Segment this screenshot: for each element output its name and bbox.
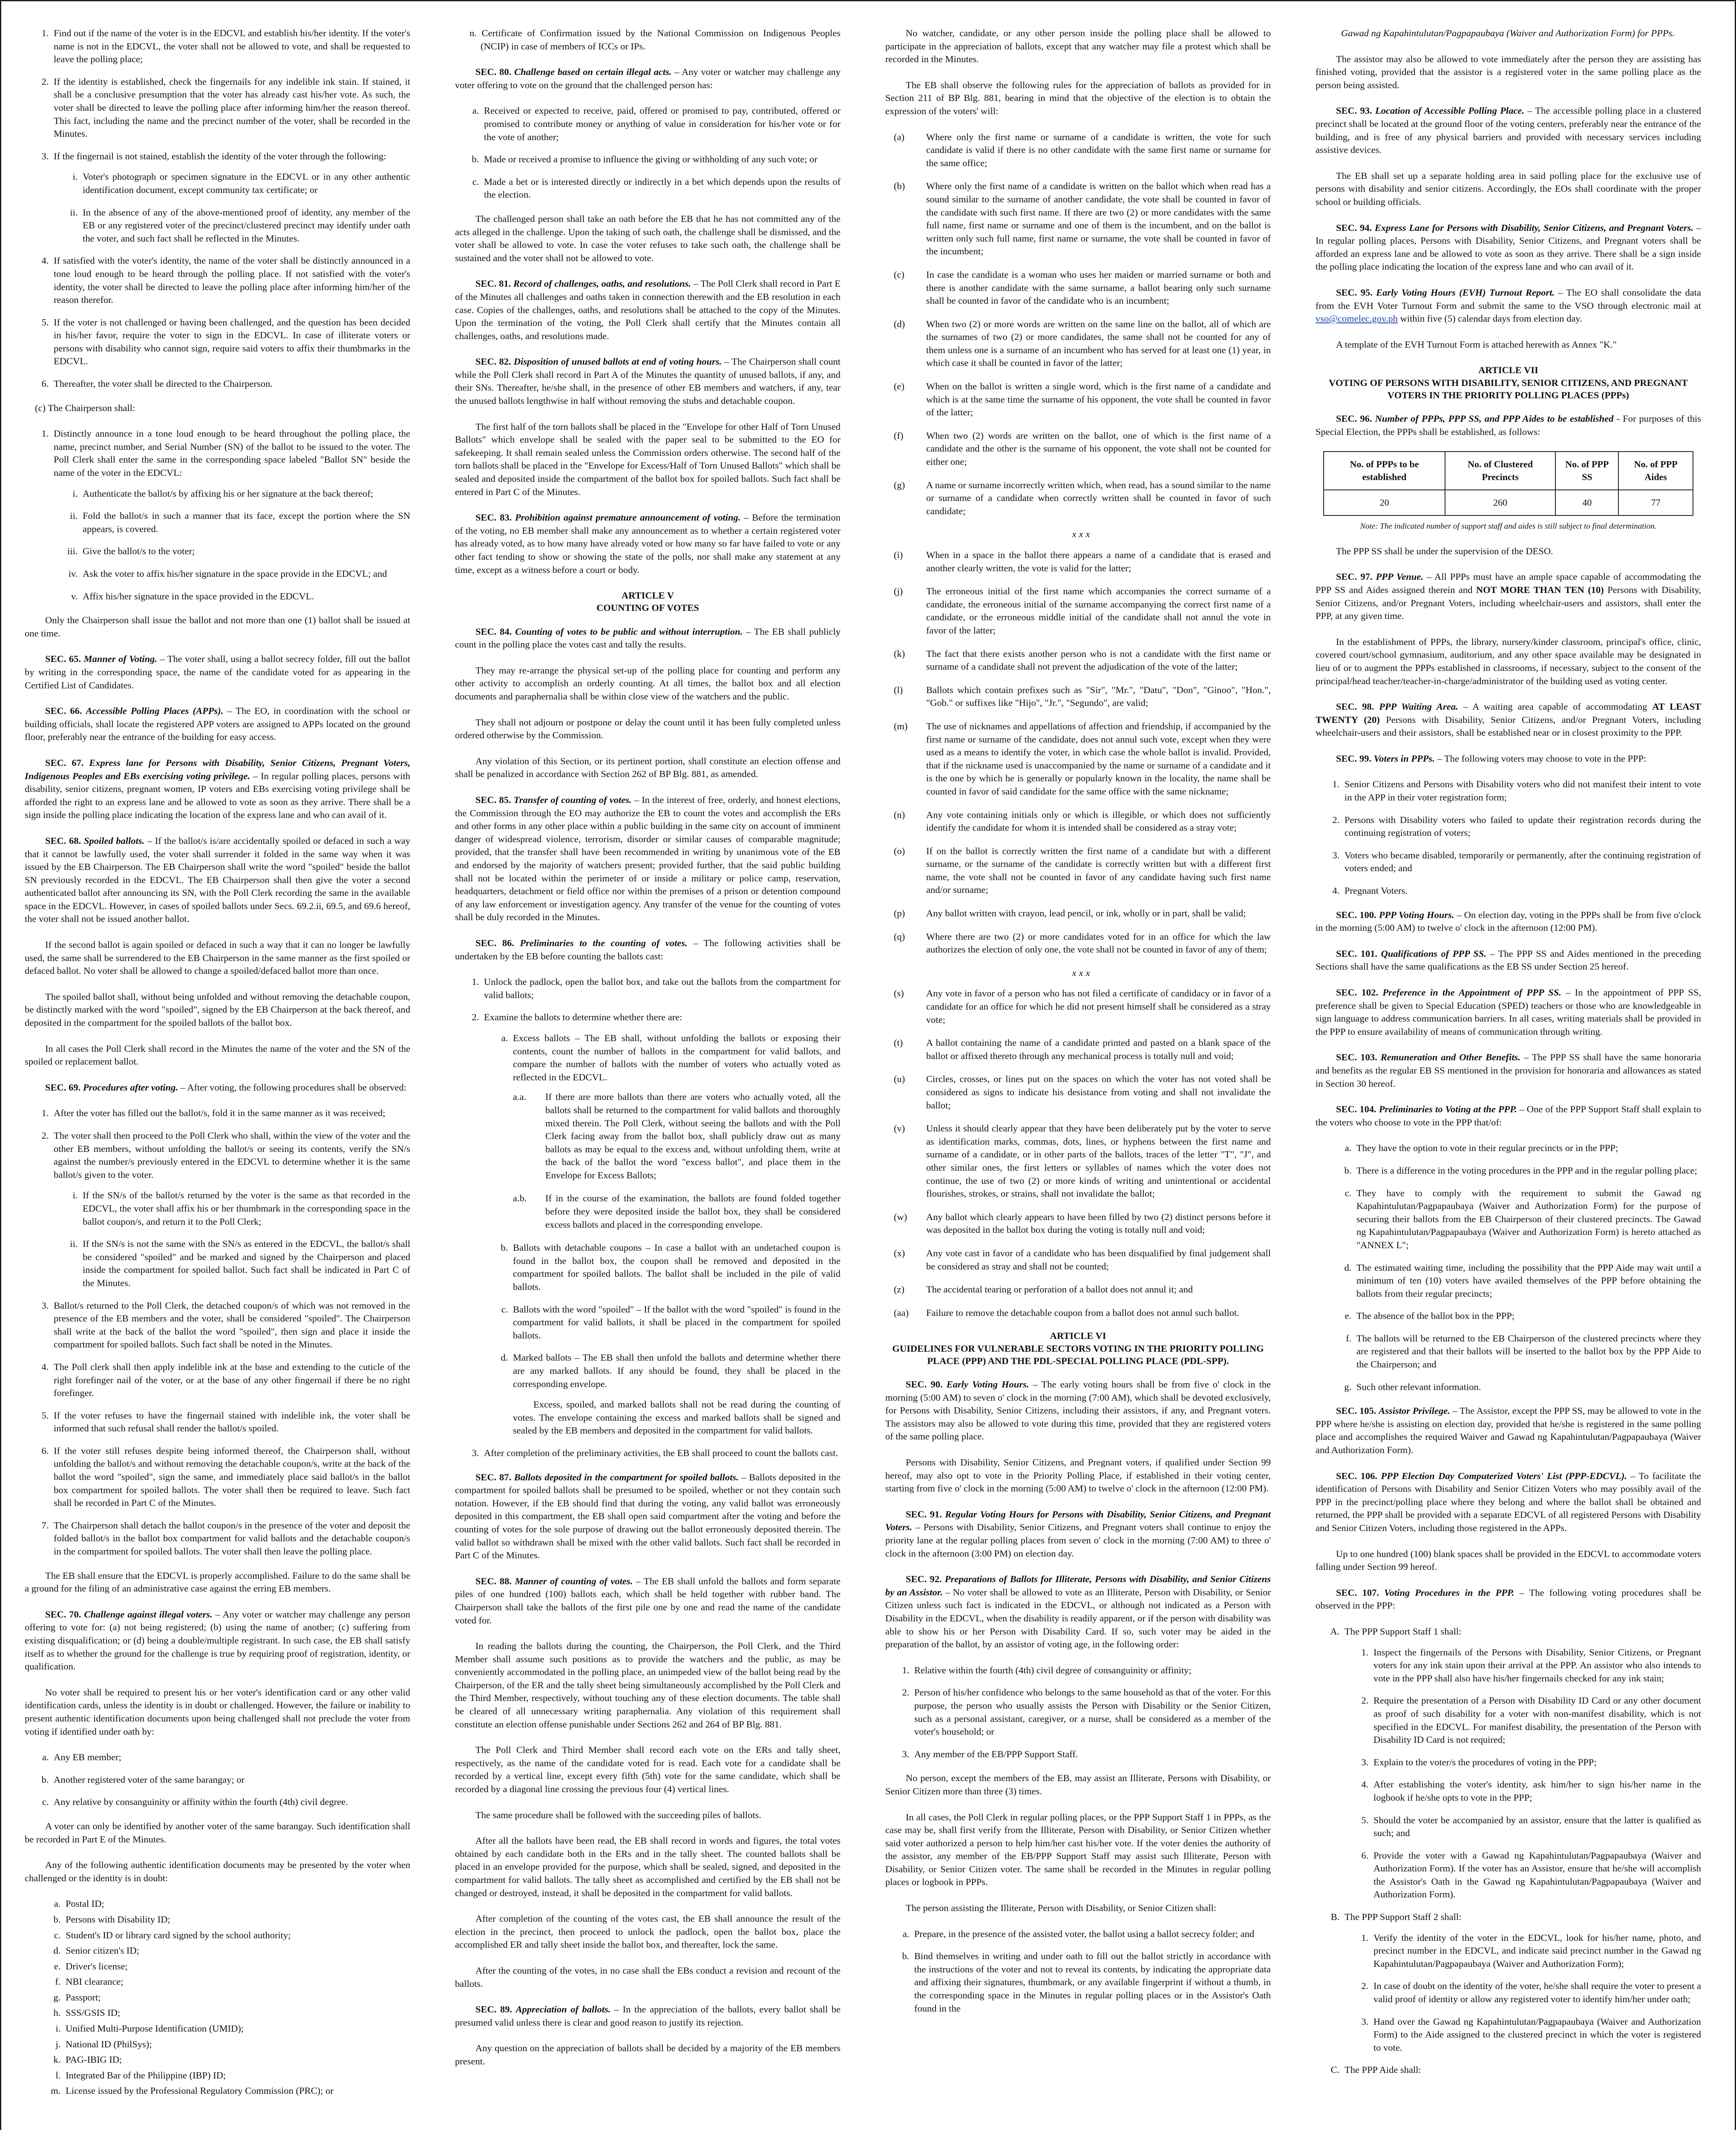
paragraph: The spoiled ballot shall, without being unfolded and without removing the detachable coupon, be distinctly marked with the word "spoiled", signed by the EB Chairperson at the back thereof, and deposited in the compartment for the spoiled ballots of the ballot box. (25, 991, 410, 1028)
list-item: d. The estimated waiting time, including the possibility that the PPP Aide may wait until a minimum of ten (10) voters have availed themselves of the PPP before obtaining the ballots from their regular precincts; (1354, 1261, 1701, 1301)
list-item: 5. If the voter is not challenged or having been challenged, and the question has been decided in his/her favor, require the voter to sign in the EDCVL. In case of illiterate voters or persons with disability who cannot sign, require said voters to affix their thumbmarks in the EDCVL. (51, 316, 410, 368)
staff-2-duties (1344, 1931, 1701, 2055)
paragraph: In reading the ballots during the counting, the Chairperson, the Poll Clerk, and the Third Member shall assume such positions as to provide the watchers and the public, as may be conveniently accommodated in the polling place, an unimpeded view of the ballot being read by the Chairperson, of the ER and the tally sheet being simultaneously accomplished by the Poll Clerk and the Third Member, respectively, without touching any of these election documents. The table shall be cleared of all unnecessary writing paraphernalia. Any violation of this requirement shall constitute an election offense punishable under Sections 262 and 264 of BP Blg. 881. (455, 1641, 841, 1730)
section-105: SEC. 105. Assistor Privilege. – The Assistor, except the PPP SS, may be allowed to vote in the PPP where he/she is assisting on election day, provided that he/she is registered in the same polling place and accomplishes the required Waiver and Gawad ng Kapahintulutan/Pagpapaubaya (Waiver and Authorization Form). (1316, 1405, 1701, 1456)
rule-label: (f) (894, 430, 904, 441)
paragraph: The person assisting the Illiterate, Person with Disability, or Senior Citizen shall: (906, 1903, 1217, 1914)
paragraph: The challenged person shall take an oath before the EB that he has not committed any of the acts alleged in the challenge. Upon the taking of such oath, the challenge shall be dismissed, and the voter shall be allowed to vote. In case the voter refuses to take such oath, the challenge shall be sustained and the voter shall not be allowed to vote. (455, 213, 841, 263)
rule-label: (b) (894, 181, 905, 192)
list-item: c. Ballots with the word "spoiled" – If the ballot with the word "spoiled" is found in the compartment for valid ballots, it shall be placed in the compartment for spoiled ballots. (510, 1303, 841, 1342)
section-86: SEC. 86. Preliminaries to the counting of votes. – The following activities shall be undertaken by the EB before counting the ballots cast: (455, 937, 841, 961)
ballot-issue-substeps (54, 487, 410, 603)
rule-label: (n) (894, 809, 905, 820)
list-item: 2. Person of his/her confidence who belongs to the same household as that of the voter. For this purpose, the person who usually assists the Person with Disability or the Senior Citizen, such as a personal assistant, caregiver, or a nurse, shall be considered as a member of the voter's household; or (912, 1686, 1271, 1738)
rule-item (894, 684, 1271, 710)
rule-item (894, 318, 1271, 370)
ballot-exam-list (484, 1032, 841, 1437)
valid-id-list (25, 1897, 410, 2098)
illegal-acts-list (455, 104, 841, 201)
paragraph: Only the Chairperson shall issue the ballot and not more than one (1) ballot shall be issued at one time. (25, 615, 410, 639)
paragraph: No voter shall be required to present his or her voter's identification card or any other valid identification cards, unless the identity is in doubt or challenged. However, the failure or inability to present authentic identification documents upon being challenged shall not preclude the voter from voting if identified under oath by: (25, 1687, 410, 1737)
paragraph: Any violation of this Section, or its pertinent portion, shall constitute an election offense and shall be penalized in accordance with Section 262 of BP Blg. 881, as amended. (455, 755, 841, 780)
id-list-item: k. PAG-IBIG ID; (63, 2053, 410, 2067)
rule-text: The use of nicknames and appellations of affection and friendship, if accompanied by the first name or surname of the candidate, does not annul such vote, except when they were used as a means to identify the voter, in which case the whole ballot is invalid. Provided, that if the nickname used is unaccompanied by the name or surname of a candidate and it is the one by which he is generally or popularly known in the locality, the name shall be counted in favor of said candidate for the same office with the same nickname; (926, 720, 1271, 797)
section-66: SEC. 66. Accessible Polling Places (APPs). – The EO, in coordination with the school or building officials, shall locate the registered APP voters are assigned to APPs located on the ground floor, preferably near the entrance of the building for easy access. (25, 705, 410, 743)
rule-label: (aa) (894, 1307, 909, 1318)
rule-label: (w) (894, 1211, 907, 1222)
paragraph: No watcher, candidate, or any other person inside the polling place shall be allowed to participate in the appreciation of ballots, except that any watcher may file a protest which shall be recorded in the Minutes. (885, 28, 1271, 65)
rule-item (894, 180, 1271, 258)
list-item: 1. Inspect the fingernails of the Persons with Disability, Senior Citizens, or Pregnant voters for any ink stain upon their arrival at the PPP. An assistor who also intends to vote in the PPP shall also have his/her fingernails checked for any ink stain; (1371, 1646, 1701, 1685)
rule-item (894, 907, 1271, 920)
section-91: SEC. 91. Regular Voting Hours for Persons with Disability, Senior Citizens, and Pregnant Voters. – Persons with Disability, Senior Citizens, and Pregnant voters shall continue to enjoy the priority lane at the regular polling places from seven o' clock in the morning (7:00 AM) to three o' clock in the afternoon (3:00 PM) on election day. (885, 1508, 1271, 1559)
paragraph: No person, except the members of the EB, may assist an Illiterate, Persons with Disability, or Senior Citizen more than three (3) times. (885, 1773, 1271, 1796)
column-1 (25, 27, 410, 2130)
list-item: 1. Relative within the fourth (4th) civil degree of consanguinity or affinity; (912, 1664, 1271, 1677)
rule-label: (c) (894, 269, 904, 280)
list-item: b. Made or received a promise to influence the giving or withholding of any such vote; or (481, 153, 841, 166)
paragraph: Any of the following authentic identification documents may be presented by the voter when challenged or the identity is in doubt: (25, 1859, 410, 1883)
list-item: c. Made a bet or is interested directly or indirectly in a bet which depends upon the results of the election. (481, 176, 841, 201)
list-item: b. Bind themselves in writing and under oath to fill out the ballot strictly in accordance with the instructions of the voter and not to reveal its contents, by indicating the appropriate data and affixing their signatures, thumbmark, or any available fingerprint if without a thumb, in the corresponding space in the Minutes in regular polling places or in the Assistor's Oath found in the (912, 1950, 1271, 2015)
ppp-explanation-list (1316, 1142, 1701, 1393)
paragraph: After completion of the counting of the votes cast, the EB shall announce the result of the election in the precinct, then proceed to unlock the padlock, open the ballot box, place the accomplished ER and tally sheet inside the ballot box, and thereafter, lock the same. (455, 1913, 841, 1950)
rule-item (894, 1283, 1271, 1296)
rule-item (894, 380, 1271, 419)
rule-item (894, 429, 1271, 469)
section-82: SEC. 82. Disposition of unused ballots at end of voting hours. – The Chairperson shall count while the Poll Clerk shall record in Part A of the Minutes the quantity of unused ballots, if any, and their SNs. Thereafter, he/she shall, in the presence of other EB members and watchers, if any, tear the unused ballots lengthwise in half without removing the stubs and detachable coupon. (455, 356, 841, 406)
rule-item (894, 549, 1271, 575)
list-item: e. The absence of the ballot box in the PPP; (1354, 1310, 1701, 1323)
table-cell: 77 (1618, 490, 1693, 515)
chairperson-steps (25, 427, 410, 603)
list-item: d. Marked ballots – The EB shall then unfold the ballots and determine whether there are any marked ballots. If any should be found, they shall be placed in the corresponding envelope. Excess, spoiled, and marked ballots shall not be read during the counting of votes. The envelope containing the excess and marked ballots shall be signed and sealed by the EB members and deposited in the compartment for valid ballots. (510, 1351, 841, 1437)
id-list-item: c. Student's ID or library card signed by the school authority; (63, 1929, 410, 1942)
rule-item (894, 131, 1271, 170)
rule-text: Any ballot written with crayon, lead pencil, or ink, wholly or in part, shall be valid; (926, 908, 1246, 919)
list-item: 4. If satisfied with the voter's identity, the name of the voter shall be distinctly announced in a tone loud enough to be heard through the polling place. If not satisfied with the voter's identity, the voter shall be directed to leave the polling place after informing him/her of the reason therefor. (51, 254, 410, 306)
rule-text: Where there are two (2) or more candidates voted for in an office for which the law authorizes the election of only one, the vote shall not be counted in favor of any of them; (926, 931, 1271, 955)
list-item: i. If the SN/s of the ballot/s returned by the voter is the same as that recorded in the EDCVL, the voter shall affix his or her thumbmark in the corresponding space in the ballot coupon/s, and return it to the Poll Clerk; (80, 1189, 410, 1228)
list-item: 5. If the voter refuses to have the fingernail stained with indelible ink, the voter shall be informed that such refusal shall render the ballot/s spoiled. (51, 1409, 410, 1435)
list-item: c. Any relative by consanguinity or affinity within the fourth (4th) civil degree. (51, 1796, 410, 1809)
list-item: b. Another registered voter of the same barangay; or (51, 1773, 410, 1787)
rule-item (894, 720, 1271, 798)
paragraph: The PPP SS shall be under the supervision of the DESO. (1336, 545, 1553, 556)
rule-text: In case the candidate is a woman who uses her maiden or married surname or both and there is another candidate with the same surname, a ballot bearing only such surname shall be counted in favor of the candidate who is an incumbent; (926, 269, 1271, 306)
section-70: SEC. 70. Challenge against illegal voters. – Any voter or watcher may challenge any person offering to vote for: (a) not being registered; (b) using the name of another; (c) suffering from existing disqualification; or (d) being a double/multiple registrant. In such case, the EB shall satisfy itself as to whether the ground for the challenge is true by requiring proof of registration, identity, or qualification. (25, 1609, 410, 1672)
paragraph: If the second ballot is again spoiled or defaced in such a way that it can no longer be lawfully used, the same shall be surrendered to the EB Chairperson in the same manner as the first spoiled or defaced ballot. No voter shall be allowed to change a spoiled/defaced ballot more than once. (25, 939, 410, 976)
paragraph: In all cases, the Poll Clerk in regular polling places, or the PPP Support Staff 1 in PPPs, as the case may be, shall first verify from the Illiterate, Person with Disability, or Senior Citizen whether said voter authorized a person to help him/her cast his/her vote. If the voter denies the authority of the assistor, any member of the EB/PPP Support Staff may assist such Illiterate, Person with Disability, or Senior Citizen voter. The same shall be recorded in the Minutes in regular polling places or logbook in PPPs. (885, 1811, 1271, 1888)
paragraph: A template of the EVH Turnout Form is attached herewith as Annex "K." (1336, 339, 1617, 350)
list-item: f. The ballots will be returned to the EB Chairperson of the clustered precincts where they are registered and that their ballots will be inserted to the ballot box by the PPP Aide to the Chairperson; and (1354, 1332, 1701, 1371)
sub-item: a.b. If in the course of the examination, the ballots are found folded together before they were deposited inside the ballot box, they shall be considered excess ballots and placed in the corresponding envelope. (513, 1193, 841, 1230)
section-103: SEC. 103. Remuneration and Other Benefits. – The PPP SS shall have the same honoraria and benefits as the regular EB SS mentioned in the provision for honoraria and allowances as stated in Section 30 hereof. (1316, 1052, 1701, 1089)
list-item: 3. After completion of the preliminary activities, the EB shall proceed to count the ballots cast. (481, 1447, 841, 1460)
rule-label: (t) (894, 1037, 903, 1048)
staff-1-duties (1344, 1646, 1701, 1902)
section-99: SEC. 99. Voters in PPPs. – The following voters may choose to vote in the PPP: (1336, 753, 1647, 764)
rule-text: The fact that there exists another person who is not a candidate with the first name or surname of a candidate shall not prevent the adjudication of the vote of the latter; (926, 648, 1271, 672)
list-item: 2. The voter shall then proceed to the Poll Clerk who shall, within the view of the voter and the other EB members, without unfolding the ballot/s or seeing its contents, verify the SN/s against the number/s previously entered in the EDCVL to determine whether it is the same ballot/s given to the voter. i. If the SN/s of the ballot/s returned by the voter is the same as that recorded in the EDCVL, the voter shall affix his or her thumbmark in the corresponding space in the ballot coupon/s, and return it to the Poll Clerk; ii. If the SN/s is not the same with the SN/s as entered in the EDCVL, the ballot/s shall be considered "spoiled" and be marked and signed by the Chairperson and placed inside the compartment for spoiled ballot. Such fact shall be indicated in Part C of the Minutes. (51, 1129, 410, 1290)
list-item: 7. The Chairperson shall detach the ballot coupon/s in the presence of the voter and deposit the folded ballot/s in the ballot box compartment for valid ballots and the detachable coupon/s in the compartment for spoiled ballots. The voter shall then leave the polling place. (51, 1519, 410, 1558)
rule-item (894, 1073, 1271, 1112)
rule-text: Any ballot which clearly appears to have been filled by two (2) distinct persons before it was deposited in the ballot box during the voting is totally null and void; (926, 1211, 1271, 1235)
rule-text: The accidental tearing or perforation of a ballot does not annul it; and (926, 1284, 1193, 1295)
list-item: A. The PPP Support Staff 1 shall: 1. Inspect the fingernails of the Persons with Disability, Senior Citizens, or Pregnant voters for any ink stain upon their arrival at the PPP. An assistor who also intends to vote in the PPP shall also have his/her fingernails checked for any ink stain; 2. Require the presentation of a Person with Disability ID Card or any other document as proof of such disability for a voter with non-manifest disability, which is not specified in the EDCVL. For manifest disability, the presentation of the Person with Disability ID Card is not required; 3. Explain to the voter/s the procedures of voting in the PPP; 4. After establishing the voter's identity, ask him/her to sign his/her name in the logbook if he/she opts to vote in the PPP; 5. Should the voter be accompanied by an assistor, ensure that the latter is qualified as such; and 6. Provide the voter with a Gawad ng Kapahintulutan/Pagpapaubaya (Waiver and Authorization Form). If the voter has an Assistor, ensure that he/she will accomplish the Assistor's Oath in the Gawad ng Kapahintulutan/Pagpapaubaya (Waiver and Authorization Form). (1342, 1625, 1701, 1901)
rule-item (894, 1211, 1271, 1237)
section-92: SEC. 92. Preparations of Ballots for Illiterate, Persons with Disability, and Senior Citizens by an Assistor. – No voter shall be allowed to vote as an Illiterate, Person with Disability, or Senior Citizen unless such fact is indicated in the EDCVL, or although not indicated as a Person with Disability in the EDCVL, when the disability is readily apparent, or if the person with disability was able to show his or her Person with Disability Card. If so, such voter may be aided in the preparation of the ballot, by an assistor of voting age, in the following order: (885, 1574, 1271, 1650)
table-cell: 40 (1555, 490, 1618, 515)
rule-text: When in a space in the ballot there appears a name of a candidate that is erased and another clearly written, the vote is valid for the latter; (926, 550, 1271, 573)
rule-item (894, 1036, 1271, 1062)
list-item: iii. Give the ballot/s to the voter; (80, 545, 410, 558)
appreciation-rules-list (885, 131, 1271, 1320)
id-list-item: j. National ID (PhilSys); (63, 2038, 410, 2051)
list-item: 2. Persons with Disability voters who failed to update their registration records during the continuing registration of voters; (1342, 814, 1701, 840)
rule-label: (i) (894, 550, 903, 560)
list-item: v. Affix his/her signature in the space provided in the EDCVL. (80, 590, 410, 603)
id-list-item: e. Driver's license; (63, 1960, 410, 1973)
paragraph: The EB shall set up a separate holding area in said polling place for the exclusive use of persons with disability and senior citizens. Accordingly, the EOs shall coordinate with the proper school or building officials. (1316, 170, 1701, 207)
list-item: 1. Distinctly announce in a tone loud enough to be heard throughout the polling place, the name, precinct number, and Serial Number (SN) of the ballot to be issued to the voter. The Poll Clerk shall enter the same in the corresponding space labeled "Ballot SN" beside the name of the voter in the EDCVL: i. Authenticate the ballot/s by affixing his or her signature at the back thereof; ii. Fold the ballot/s in such a manner that its face, except the portion where the SN appears, is covered. iii. Give the ballot/s to the voter; iv. Ask the voter to affix his/her signature in the space provide in the EDCVL; and v. Affix his/her signature in the space provided in the EDCVL. (51, 427, 410, 603)
vso-email-link[interactable]: vso@comelec.gov.ph (1316, 313, 1398, 324)
rule-label: (u) (894, 1074, 905, 1085)
list-item: 6. Thereafter, the voter shall be directed to the Chairperson. (51, 377, 410, 391)
rule-text: The erroneous initial of the first name which accompanies the correct surname of a candidate, the erroneous initial of the surname accompanying the correct first name of a candidate, or the erroneous middle initial of the candidate shall not annul the vote in favor of the latter; (926, 586, 1271, 636)
table-header: No. of PPP SS (1555, 452, 1618, 490)
rule-item (894, 809, 1271, 835)
list-item: i. Voter's photograph or specimen signature in the EDCVL or in any other authentic identification document, except community tax certificate; or (80, 170, 410, 196)
column-4 (1316, 27, 1701, 2130)
paragraph: The assistor may also be allowed to vote immediately after the person they are assisting has finished voting, provided that the assistor is a registered voter in the same polling place as the person being assisted. (1316, 53, 1701, 90)
rule-text: If on the ballot is correctly written the first name of a candidate but with a different surname, or the surname of the candidate is correctly written but with a different first name, the vote shall not be counted in favor of any candidate having such first name and/or surname; (926, 845, 1271, 895)
assistor-order-list (885, 1664, 1271, 1761)
paragraph: Persons with Disability, Senior Citizens, and Pregnant voters, if qualified under Section 99 hereof, may also opt to vote in the Priority Polling Place, if established in their voting center, starting from five o' clock in the morning (5:00 AM) to twelve o' clock in the afternoon (12:00 PM). (885, 1457, 1271, 1494)
section-102: SEC. 102. Preference in the Appointment of PPP SS. – In the appointment of PPP SS, preference shall be given to Special Education (SPED) teachers or those who are knowledgeable in sign language to address communication barriers. In all cases, writing materials shall be provided in the PPP to ensure availability of means of communication through writing. (1316, 987, 1701, 1037)
id-list-item: h. SSS/GSIS ID; (63, 2006, 410, 2020)
list-item: b. Ballots with detachable coupons – In case a ballot with an undetached coupon is found in the ballot box, the coupon shall be removed and deposited in the compartment for spoiled ballots. The ballot shall be included in the pile of valid ballots. (510, 1241, 841, 1293)
ppp-voter-list (1316, 778, 1701, 897)
list-item: B. The PPP Support Staff 2 shall: 1. Verify the identity of the voter in the EDCVL, look for his/her name, photo, and precinct number in the EDCVL, and indicate said precinct number in the Gawad ng Kapahintulutan/Pagpapaubaya (Waiver and Authorization Form); 2. In case of doubt on the identity of the voter, he/she shall require the voter to present a valid proof of identity or allow any registered voter to identify him/her under oath; 3. Hand over the Gawad ng Kapahintulutan/Pagpapaubaya (Waiver and Authorization Form) to the Aide assigned to the clustered precinct in which the voter is registered to vote. (1342, 1911, 1701, 2054)
section-84: SEC. 84. Counting of votes to be public and without interruption. – The EB shall publicly count in the polling place the votes cast and tally the results. (455, 626, 841, 650)
rule-text: When two (2) words are written on the ballot, one of which is the first name of a candidate and the other is the surname of his opponent, the vote shall not be counted for either one; (926, 430, 1271, 467)
list-item: C. The PPP Aide shall: (1342, 2064, 1701, 2077)
list-item: 1. Find out if the name of the voter is in the EDCVL and establish his/her identity. If the voter's name is not in the EDCVL, the voter shall not be allowed to vote, and shall be requested to leave the polling place; (51, 27, 410, 66)
rule-text: Circles, crosses, or lines put on the spaces on which the voter has not voted shall be considered as signs to indicate his desistance from voting and shall not invalidate the ballot; (926, 1074, 1271, 1111)
id-list-item: f. NBI clearance; (63, 1975, 410, 1989)
rule-text: When two (2) or more words are written on the same line on the ballot, all of which are the surnames of two (2) or more candidates, the same shall not be counted for any of them unless one is a surname of an incumbent who has served for at least one (1) year, in which case it shall be counted in favor of the latter; (926, 318, 1271, 368)
paragraph: The EB shall observe the following rules for the appreciation of ballots as provided for in Section 211 of BP Blg. 881, bearing in mind that the objective of the election is to obtain the expression of the voters' will: (885, 79, 1271, 116)
list-item: 3. Hand over the Gawad ng Kapahintulutan/Pagpapaubaya (Waiver and Authorization Form) to the Aide assigned to the clustered precinct in which the voter is registered to vote. (1371, 2015, 1701, 2055)
id-list-item: d. Senior citizen's ID; (63, 1944, 410, 1957)
section-85: SEC. 85. Transfer of counting of votes. – In the interest of free, orderly, and honest elections, the Commission through the EO may authorize the EB to count the votes and accomplish the ERs and other forms in any other place within a public building in the same city on account of imminent danger of widespread violence, terrorism, disorder or similar causes of comparable magnitude; provided, that the transfer shall have been recommended in writing by unanimous vote of the EB and endorsed by the majority of watchers present; provided further, that the said public building shall not be located within the perimeter of or inside a military or police camp, reservation, headquarters, detachment or field office nor within the premises of a prison or detention compound of any law enforcement or investigation agency. Any transfer of the venue for the counting of votes shall be duly recorded in the Minutes. (455, 794, 841, 923)
chairperson-label: (c) The Chairperson shall: (35, 402, 135, 413)
section-89: SEC. 89. Appreciation of ballots. – In the appreciation of the ballots, every ballot shall be presumed valid unless there is clear and good reason to justify its rejection. (455, 2004, 841, 2028)
rule-label: (k) (894, 648, 905, 659)
rule-label: (a) (894, 131, 904, 142)
list-item: iv. Ask the voter to affix his/her signature in the space provide in the EDCVL; and (80, 567, 410, 581)
list-item: 3. Ballot/s returned to the Poll Clerk, the detached coupon/s of which was not removed in the presence of the EB members and the voter, shall be considered "spoiled". The Chairperson shall write at the back of the ballot the word "spoiled", then sign and place it inside the compartment for spoiled ballots. Such fact shall be noted in the Minutes. (51, 1299, 410, 1351)
rule-label: (x) (894, 1247, 905, 1258)
paragraph: In all cases the Poll Clerk shall record in the Minutes the name of the voter and the SN of the spoiled or replacement ballot. (25, 1043, 410, 1067)
assistor-duties-list (885, 1928, 1271, 2015)
rule-item (894, 585, 1271, 637)
list-item: 6. If the voter still refuses despite being informed thereof, the Chairperson shall, without unfolding the ballot/s and without removing the detachable coupon/s, write at the back of the ballot the word "spoiled", sign the same, and immediately place said ballot/s in the ballot box compartment for spoiled ballots. The voter shall then be required to leave. Such fact shall be recorded in Part C of the Minutes. (51, 1445, 410, 1510)
column-3 (885, 27, 1271, 2130)
rule-text: Unless it should clearly appear that they have been deliberately put by the voter to serve as identification marks, commas, dots, lines, or hyphens between the first name and surname of a candidate, or in other parts of the ballots, traces of the letter "T", "J", and other similar ones, the first letters or syllables of names which the voter does not continue, the use of two (2) or more kinds of writing and unintentional or accidental flourishes, strokes, or strains, shall not invalidate the ballot; (926, 1123, 1271, 1199)
section-95: SEC. 95. Early Voting Hours (EVH) Turnout Report. – The EO shall consolidate the data from the EVH Voter Turnout Form and submit the same to the VSO through electronic mail at vso@comelec.gov.ph within five (5) calendar days from election day. (1316, 287, 1701, 324)
rule-text: A ballot containing the name of a candidate printed and pasted on a blank space of the ballot or affixed thereto through any mechanical process is totally null and void; (926, 1037, 1271, 1061)
list-item: a. Excess ballots – The EB shall, without unfolding the ballots or exposing their contents, count the number of ballots in the compartment for valid ballots, and compare the number of ballots with the number of voters who actually voted as reflected in the EDCVL. a.a. If there are more ballots than there are voters who actually voted, all the ballots shall be returned to the compartment for valid ballots and thoroughly mixed therein. The Poll Clerk, without seeing the ballots and with the Poll Clerk facing away from the ballot box, shall publicly draw out as many ballots as may be equal to the excess and, without unfolding them, write at the back of the ballot the word "excess ballot", and place them in the Envelope for Excess Ballots; a.b. If in the course of the examination, the ballots are found folded together before they were deposited inside the ballot box, they shall be considered excess ballots and placed in the corresponding envelope. (510, 1032, 841, 1231)
rule-item (894, 987, 1271, 1026)
section-98: SEC. 98. PPP Waiting Area. – A waiting area capable of accommodating AT LEAST TWENTY (20) Persons with Disability, Senior Citizens, and/or Pregnant Voters, including wheelchair-users and their assistors, shall be established near or in closest proximity to the PPP. (1316, 701, 1701, 738)
list-item: 1. Senior Citizens and Persons with Disability voters who did not manifest their intent to vote in the APP in their voter registration form; (1342, 778, 1701, 804)
id-list-item: l. Integrated Bar of the Philippine (IBP) ID; (63, 2069, 410, 2082)
list-item: c. They have to comply with the requirement to submit the Gawad ng Kapahintulutan/Pagpapaubaya (Waiver and Authorization Form) for the purpose of securing their ballots from the EB Chairperson of their clustered precincts. The Gawad ng Kapahintulutan/Pagpapaubaya (Waiver and Authorization Form) is hereto attached as "ANNEX L"; (1354, 1187, 1701, 1252)
section-104: SEC. 104. Preliminaries to Voting at the PPP. – One of the PPP Support Staff shall explain to the voters who choose to vote in the PPP that/of: (1316, 1104, 1701, 1128)
list-item: a. They have the option to vote in their regular precincts or in the PPP; (1354, 1142, 1701, 1155)
paragraph: The Poll Clerk and Third Member shall record each vote on the ERs and tally sheet, respectively, as the name of the candidate voted for is read. Each vote for a candidate shall be recorded by a vertical line, except every fifth (5th) vote for the same candidate, which shall be recorded by a diagonal line crossing the previous four (4) vertical lines. (455, 1744, 841, 1795)
section-67: SEC. 67. Express lane for Persons with Disability, Senior Citizens, Pregnant Voters, Indigenous Peoples and EBs exercising voting privilege. – In regular polling places, persons with disability, senior citizens, pregnant women, IP voters and EBs exercising voting privilege shall be afforded the right to an express lane and be allowed to vote as soon as they arrive. There shall be a sign inside the polling place indicating the location of the express lane and who can avail of it. (25, 757, 410, 820)
table-row (1324, 490, 1693, 515)
omission-marker: xxx (1072, 529, 1093, 540)
rule-label: (z) (894, 1284, 904, 1295)
rule-text: Any vote containing initials only or which is illegible, or which does not sufficiently identify the candidate for whom it is intended shall be considered as a stray vote; (926, 809, 1271, 833)
rule-text: A name or surname incorrectly written which, when read, has a sound similar to the name or surname of a candidate when correctly written shall be counted in favor of such candidate; (926, 479, 1271, 516)
list-item: ii. If the SN/s is not the same with the SN/s as entered in the EDCVL, the ballot/s shall be considered "spoiled" and be marked and signed by the Chairperson and placed inside the compartment for spoiled ballot. Such fact shall be indicated in Part C of the Minutes. (80, 1238, 410, 1290)
omission-marker: xxx (1072, 967, 1093, 978)
list-item: 2. Examine the ballots to determine whether there are: a. Excess ballots – The EB shall, without unfolding the ballots or exposing their contents, count the number of ballots in the compartment for valid ballots, and compare the number of ballots with the number of voters who actually voted as reflected in the EDCVL. a.a. If there are more ballots than there are voters who actually voted, all the ballots shall be returned to the compartment for valid ballots and thoroughly mixed therein. The Poll Clerk, without seeing the ballots and with the Poll Clerk facing away from the ballot box, shall publicly draw out as many ballots as may be equal to the excess and, without unfolding them, write at the back of the ballot the word "excess ballot", and place them in the Envelope for Excess Ballots; a.b. If in the course of the examination, the ballots are found folded together before they were deposited inside the ballot box, they shall be considered excess ballots and placed in the corresponding envelope. b. Ballots with detachable coupons – In case a ballot with an undetached coupon is found in the ballot box, the coupon shall be removed and deposited in the compartment for spoiled ballots. The ballot shall be included in the pile of valid ballots. c. Ballots with the word "spoiled" – If the ballot with the word "spoiled" is found in the compartment for valid ballots, it shall be placed in the compartment for spoiled ballots. d. Marked ballots – The EB shall then unfold the ballots and determine whether there are any marked ballots. If any should be found, they shall be placed in the corresponding envelope. Excess, spoiled, and marked ballots shall not be read during the counting of votes. The envelope containing the excess and marked ballots shall be signed and sealed by the EB members and deposited in the compartment for valid ballots. (481, 1011, 841, 1437)
table-header-row (1324, 452, 1693, 490)
section-93: SEC. 93. Location of Accessible Polling Place. – The accessible polling place in a clustered precinct shall be located at the ground floor of the voting centers, preferably near the entrance of the building, and is free of any physical barriers and provided with necessary services including assistive devices. (1316, 105, 1701, 155)
rule-label: (v) (894, 1123, 905, 1134)
rule-text: Where only the first name or surname of a candidate is written, the vote for such candidate is valid if there is no other candidate with the same first name or surname for the same office; (926, 131, 1271, 168)
list-item: a. Any EB member; (51, 1751, 410, 1764)
article-5-heading: ARTICLE V COUNTING OF VOTES (596, 590, 699, 613)
rule-item (894, 268, 1271, 308)
list-item: 4. Pregnant Voters. (1342, 884, 1701, 898)
identifier-list (25, 1751, 410, 1809)
list-item: 2. If the identity is established, check the fingernails for any indelible ink stain. If stained, it shall be a conclusive presumption that the voter has already cast his/her vote. As such, the voter shall be directed to leave the polling place after informing him/her the reason thereof. This fact, including the name and the precinct number of the voter, shall be recorded in the Minutes. (51, 75, 410, 141)
rule-item (894, 930, 1271, 956)
list-item: a. Received or expected to receive, paid, offered or promised to pay, contributed, offered or promised to contribute money or anything of value in consideration for his/her vote or for the vote of another; (481, 104, 841, 144)
section-88: SEC. 88. Manner of counting of votes. – The EB shall unfold the ballots and form separate piles of one hundred (100) ballots each, which shall be held together with rubber band. The Chairperson shall take the ballots of the first pile one by one and read the name of the candidate voted for. (455, 1575, 841, 1626)
table-header: No. of PPP Aides (1618, 452, 1693, 490)
section-69: SEC. 69. Procedures after voting. – After voting, the following procedures shall be observed: (45, 1082, 407, 1093)
paragraph: The EB shall ensure that the EDCVL is properly accomplished. Failure to do the same shall be a ground for the filing of an administrative case against the erring EB members. (25, 1570, 410, 1594)
paragraph: In the establishment of PPPs, the library, nursery/kinder classroom, principal's office, clinic, covered court/school gymnasium, auditorium, and any other space available may be designated in lieu of or to augment the PPPs established in classrooms, if necessary, subject to the consent of the principal/head teacher/teacher-in-charge/administrator of the building used as voting center. (1316, 636, 1701, 686)
voter-identification-steps (25, 27, 410, 391)
section-96: SEC. 96. Number of PPPs, PPP SS, and PPP Aides to be established - For purposes of this Special Election, the PPPs shall be established, as follows: (1316, 413, 1701, 437)
id-list-item: g. Passport; (63, 1991, 410, 2004)
paragraph: Gawad ng Kapahintulutan/Pagpapaubaya (Waiver and Authorization Form) for PPPs. (1341, 28, 1675, 38)
ppp-staff-duties (1316, 1625, 1701, 2077)
article-7-heading: ARTICLE VII VOTING OF PERSONS WITH DISABILITY, SENIOR CITIZENS, AND PREGNANT VOTERS IN THE PRIORITY POLLING PLACES (PPPs) (1329, 365, 1688, 400)
counting-preliminaries (455, 976, 841, 1459)
sub-item: a.a. If there are more ballots than there are voters who actually voted, all the ballots shall be returned to the compartment for valid ballots and thoroughly mixed therein. The Poll Clerk, without seeing the ballots and with the Poll Clerk facing away from the ballot box, shall publicly draw out as many ballots as may be equal to the excess and, without unfolding them, write at the back of the ballot the word "excess ballot", and place them in the Envelope for Excess Ballots; (513, 1091, 841, 1180)
paragraph: Any question on the appreciation of ballots shall be decided by a majority of the EB members present. (455, 2043, 841, 2067)
rule-item (894, 1122, 1271, 1200)
id-list-item: a. Postal ID; (63, 1897, 410, 1911)
list-item: 3. If the fingernail is not stained, establish the identity of the voter through the following: i. Voter's photograph or specimen signature in the EDCVL or in any other authentic identification document, except community tax certificate; or ii. In the absence of any of the above-mentioned proof of identity, any member of the EB or any registered voter of the precinct/clustered precinct may identify under oath the voter, and such fact shall be reflected in the Minutes. (51, 150, 410, 245)
rule-label: (j) (894, 586, 903, 597)
list-item: ii. In the absence of any of the above-mentioned proof of identity, any member of the EB or any registered voter of the precinct/clustered precinct may identify under oath the voter, and such fact shall be reflected in the Minutes. (80, 206, 410, 245)
list-item: 5. Should the voter be accompanied by an assistor, ensure that the latter is qualified as such; and (1371, 1814, 1701, 1840)
rule-text: When on the ballot is written a single word, which is the first name of a candidate and which is at the same time the surname of his opponent, the vote shall be counted in favor of the latter; (926, 381, 1271, 418)
section-101: SEC. 101. Qualifications of PPP SS. – The PPP SS and Aides mentioned in the preceding Sections shall have the same qualifications as the EB SS under Section 25 hereof. (1316, 948, 1701, 972)
section-80: SEC. 80. Challenge based on certain illegal acts. – Any voter or watcher may challenge any voter offering to vote on the ground that the challenged person has: (455, 66, 841, 90)
sn-check-substeps (54, 1189, 410, 1290)
table-cell: 260 (1445, 490, 1555, 515)
paragraph: After the counting of the votes, in no case shall the EBs conduct a revision and recount of the ballots. (455, 1965, 841, 1989)
list-item: g. Such other relevant information. (1354, 1381, 1701, 1394)
rule-label: (m) (894, 720, 908, 731)
table-cell: 20 (1324, 490, 1445, 515)
table-note: Note: The indicated number of support staff and aides is still subject to final determination. (1360, 521, 1657, 531)
list-item: 3. Any member of the EB/PPP Support Staff. (912, 1748, 1271, 1761)
list-item: b. There is a difference in the voting procedures in the PPP and in the regular polling place; (1354, 1164, 1701, 1177)
list-item: 1. After the voter has filled out the ballot/s, fold it in the same manner as it was received; (51, 1107, 410, 1120)
column-2 (455, 27, 841, 2130)
section-65: SEC. 65. Manner of Voting. – The voter shall, using a ballot secrecy folder, fill out the ballot by writing in the corresponding space, the name of the candidate voted for as appearing in the Certified List of Candidates. (25, 653, 410, 691)
rule-label: (e) (894, 381, 904, 392)
list-item: 3. Explain to the voter/s the procedures of voting in the PPP; (1371, 1756, 1701, 1769)
list-item: 1. Unlock the padlock, open the ballot box, and take out the ballots from the compartment for valid ballots; (481, 976, 841, 1002)
rule-label: (g) (894, 479, 905, 490)
table-header: No. of PPPs to be established (1324, 452, 1445, 490)
rule-label: (p) (894, 908, 905, 919)
rule-text: Any vote cast in favor of a candidate who has been disqualified by final judgement shall be considered as stray and shall not be counted; (926, 1247, 1271, 1272)
paragraph: The first half of the torn ballots shall be placed in the "Envelope for other Half of Torn Unused Ballots" which envelope shall be sealed with the paper seal to be submitted to the EO for safekeeping. It shall remain sealed unless the Commission orders otherwise. The second half of the torn ballots shall be placed in the "Envelope for Excess/Half of Torn Unused Ballots" which shall be sealed and deposited inside the compartment of the ballot box for spoiled ballots. Such fact shall be entered in Part C of the Minutes. (455, 421, 841, 497)
section-83: SEC. 83. Prohibition against premature announcement of voting. – Before the termination of the voting, no EB member shall make any announcement as to whether a certain registered voter has already voted, as to how many have already voted or how many so far have failed to vote or any other fact tending to show or showing the state of the polls, nor shall make any statement at any time, except as a witness before a court or body. (455, 512, 841, 575)
rule-item (894, 845, 1271, 897)
list-item: a. Prepare, in the presence of the assisted voter, the ballot using a ballot secrecy folder; and (912, 1928, 1271, 1941)
section-107: SEC. 107. Voting Procedures in the PPP. – The following voting procedures shall be observed in the PPP: (1316, 1587, 1701, 1611)
rule-item (894, 1307, 1271, 1320)
id-list-item: i. Unified Multi-Purpose Identification (UMID); (63, 2022, 410, 2035)
section-68: SEC. 68. Spoiled ballots. – If the ballot/s is/are accidentally spoiled or defaced in such a way that it cannot be lawfully used, the voter shall surrender it folded in the same way when it was issued by the EB Chairperson. The EB Chairperson shall write the word "spoiled" beside the ballot SN previously recorded in the EDCVL. The EB Chairperson shall then give the voter a second authenticated ballot after announcing its SN, with the Poll Clerk recording the same in the available space in the EDCVL. However, in cases of spoiled ballots under Secs. 69.2.ii, 69.5, and 69.6 hereof, the voter shall not be issued another ballot. (25, 835, 410, 924)
paragraph: They may re-arrange the physical set-up of the polling place for counting and perform any other activity to accomplish an orderly counting. At all times, the ballot box and all election documents and paraphernalia shall be within close view of the watchers and the public. (455, 665, 841, 702)
id-list-item: b. Persons with Disability ID; (63, 1913, 410, 1926)
paragraph: A voter can only be identified by another voter of the same barangay. Such identification shall be recorded in Part E of the Minutes. (25, 1820, 410, 1845)
list-item: 4. After establishing the voter's identity, ask him/her to sign his/her name in the logbook if he/she opts to vote in the PPP; (1371, 1778, 1701, 1804)
list-item: 1. Verify the identity of the voter in the EDCVL, look for his/her name, photo, and precinct number in the EDCVL, and indicate said precinct number in the Gawad ng Kapahintulutan/Pagpapaubaya (Waiver and Authorization Form); (1371, 1931, 1701, 1971)
section-100: SEC. 100. PPP Voting Hours. – On election day, voting in the PPPs shall be from five o'clock in the morning (5:00 AM) to twelve o' clock in the afternoon (12:00 PM). (1316, 909, 1701, 933)
list-item: 2. Require the presentation of a Person with Disability ID Card or any other document as proof of such disability for a voter with non-manifest disability, which is not specified in the EDCVL. For manifest disability, the presentation of the Person with Disability ID Card is not required; (1371, 1694, 1701, 1746)
paragraph: They shall not adjourn or postpone or delay the count until it has been fully completed unless ordered otherwise by the Commission. (455, 717, 841, 741)
section-106: SEC. 106. PPP Election Day Computerized Voters' List (PPP-EDCVL). – To facilitate the identification of Persons with Disability and Senior Citizen Voters who may possibly avail of the PPP in the precinct/polling place where they belong and where the ballot shall be obtained and returned, the PPP shall be provided with a separate EDCVL of all registered Persons with Disability and Senior Citizen Voters, including those registered in the APPs. (1316, 1470, 1701, 1534)
paragraph: Excess, spoiled, and marked ballots shall not be read during the counting of votes. The envelope containing the excess and marked ballots shall be signed and sealed by the EB members and deposited in the compartment for valid ballots. (513, 1399, 841, 1436)
list-item: 4. The Poll clerk shall then apply indelible ink at the base and extending to the cuticle of the right forefinger nail of the voter, or at the base of any other fingernail if there be no right forefinger. (51, 1361, 410, 1400)
list-item: i. Authenticate the ballot/s by affixing his or her signature at the back thereof; (80, 487, 410, 501)
section-94: SEC. 94. Express Lane for Persons with Disability, Senior Citizens, and Pregnant Voters. – In regular polling places, Persons with Disability, Senior Citizens, and Pregnant voters shall be afforded an express lane and be allowed to vote as soon as they arrive. There shall be a sign inside the polling place indicating the location of the express lane and who can avail of it. (1316, 222, 1701, 272)
rule-item (894, 648, 1271, 674)
list-item: 2. In case of doubt on the identity of the voter, he/she shall require the voter to present a valid proof of identity or allow any registered voter to identify him/her under oath; (1371, 1980, 1701, 2006)
id-list-item: m. License issued by the Professional Regulatory Commission (PRC); or (63, 2084, 410, 2098)
article-6-heading: ARTICLE VI GUIDELINES FOR VULNERABLE SECTORS VOTING IN THE PRIORITY POLLING PLACE (PPP) AND THE PDL-SPECIAL POLLING PLACE (PDL-SPP). (892, 1330, 1264, 1366)
list-item: n. Certificate of Confirmation issued by the National Commission on Indigenous Peoples (NCIP) in case of members of ICCs or IPs. (469, 28, 841, 52)
rule-label: (l) (894, 684, 903, 695)
paragraph: Up to one hundred (100) blank spaces shall be provided in the EDCVL to accommodate voters falling under Section 99 hereof. (1316, 1548, 1701, 1572)
section-81: SEC. 81. Record of challenges, oaths, and resolutions. – The Poll Clerk shall record in Part E of the Minutes all challenges and oaths taken in connection therewith and the EB resolution in each case. Copies of the challenges, oaths, and resolutions shall be attached to the copy of the Minutes. Upon the termination of the voting, the Poll Clerk shall certify that the Minutes contain all challenges, oaths, and resolutions made. (455, 278, 841, 341)
section-97: SEC. 97. PPP Venue. – All PPPs must have an ample space capable of accommodating the PPP SS and Aides assigned therein and NOT MORE THAN TEN (10) Persons with Disability, Senior Citizens, and/or Pregnant Voters, including wheelchair-users and assistors, shall enter the PPP, at any given time. (1316, 571, 1701, 622)
paragraph: After all the ballots have been read, the EB shall record in words and figures, the total votes obtained by each candidate both in the ERs and in the tally sheet. The counted ballots shall be placed in an envelope provided for the purpose, which shall be sealed, signed, and deposited in the compartment for valid ballots. The tally sheet as accomplished and certified by the EB shall not be changed or destroyed, instead, it shall be deposited in the compartment for valid ballots. (455, 1835, 841, 1898)
rule-text: Ballots which contain prefixes such as "Sir", "Mr.", "Datu", "Don", "Ginoo", "Hon.", "Gob." or suffixes like "Hijo", "Jr.", "Segundo", are valid; (926, 684, 1271, 708)
after-voting-steps (25, 1107, 410, 1558)
rule-label: (q) (894, 931, 905, 942)
rule-text: Any vote in favor of a person who has not filed a certificate of candidacy or in favor of a candidate for an office for which he did not present himself shall be considered as a stray vote; (926, 988, 1271, 1025)
list-item: 3. Voters who became disabled, temporarily or permanently, after the continuing registration of voters ended; and (1342, 849, 1701, 875)
table-header: No. of Clustered Precincts (1445, 452, 1555, 490)
rule-label: (o) (894, 845, 905, 856)
rule-item (894, 479, 1271, 518)
ppp-table (1323, 451, 1693, 516)
section-87: SEC. 87. Ballots deposited in the compartment for spoiled ballots. – Ballots deposited in the compartment for spoiled ballots shall be presumed to be spoiled, whether or not they contain such notation. However, if the EB should find that during the voting, any valid ballot was erroneously deposited in this compartment, the EB shall open said compartment after the voting and before the counting of votes for the sole purpose of drawing out the ballot erroneously deposited therein. The valid ballot so withdrawn shall be mixed with the other valid ballots. Such fact shall be recorded in Part C of the Minutes. (455, 1471, 841, 1561)
rule-label: (d) (894, 318, 905, 329)
paragraph: The same procedure shall be followed with the succeeding piles of ballots. (475, 1809, 762, 1820)
rule-label: (s) (894, 988, 904, 999)
rule-item (894, 1247, 1271, 1273)
rule-text: Failure to remove the detachable coupon from a ballot does not annul such ballot. (926, 1307, 1239, 1318)
rule-text: Where only the first name of a candidate is written on the ballot which when read has a sound similar to the surname of another candidate, the vote shall be counted in favor of the candidate with such first name. If there are two (2) or more candidates with the same full name, first name or surname and one of them is the incumbent, and on the ballot is written only such full name, first name or surname, the vote shall be counted in favor of the incumbent; (926, 181, 1271, 257)
list-item: ii. Fold the ballot/s in such a manner that its face, except the portion where the SN appears, is covered. (80, 509, 410, 535)
identity-proof-list (54, 170, 410, 245)
list-item: 6. Provide the voter with a Gawad ng Kapahintulutan/Pagpapaubaya (Waiver and Authorization Form). If the voter has an Assistor, ensure that he/she will accomplish the Assistor's Oath in the Gawad ng Kapahintulutan/Pagpapaubaya (Waiver and Authorization Form). (1371, 1849, 1701, 1901)
section-90: SEC. 90. Early Voting Hours. – The early voting hours shall be from five o' clock in the morning (5:00 AM) to seven o' clock in the morning (7:00 AM), which shall be devoted exclusively, for Persons with Disability, Senior Citizens, including their assistors, if any, and Pregnant voters. The assistors may also be allowed to vote during this time, provided that they are registered voters of the same polling place. (885, 1379, 1271, 1442)
